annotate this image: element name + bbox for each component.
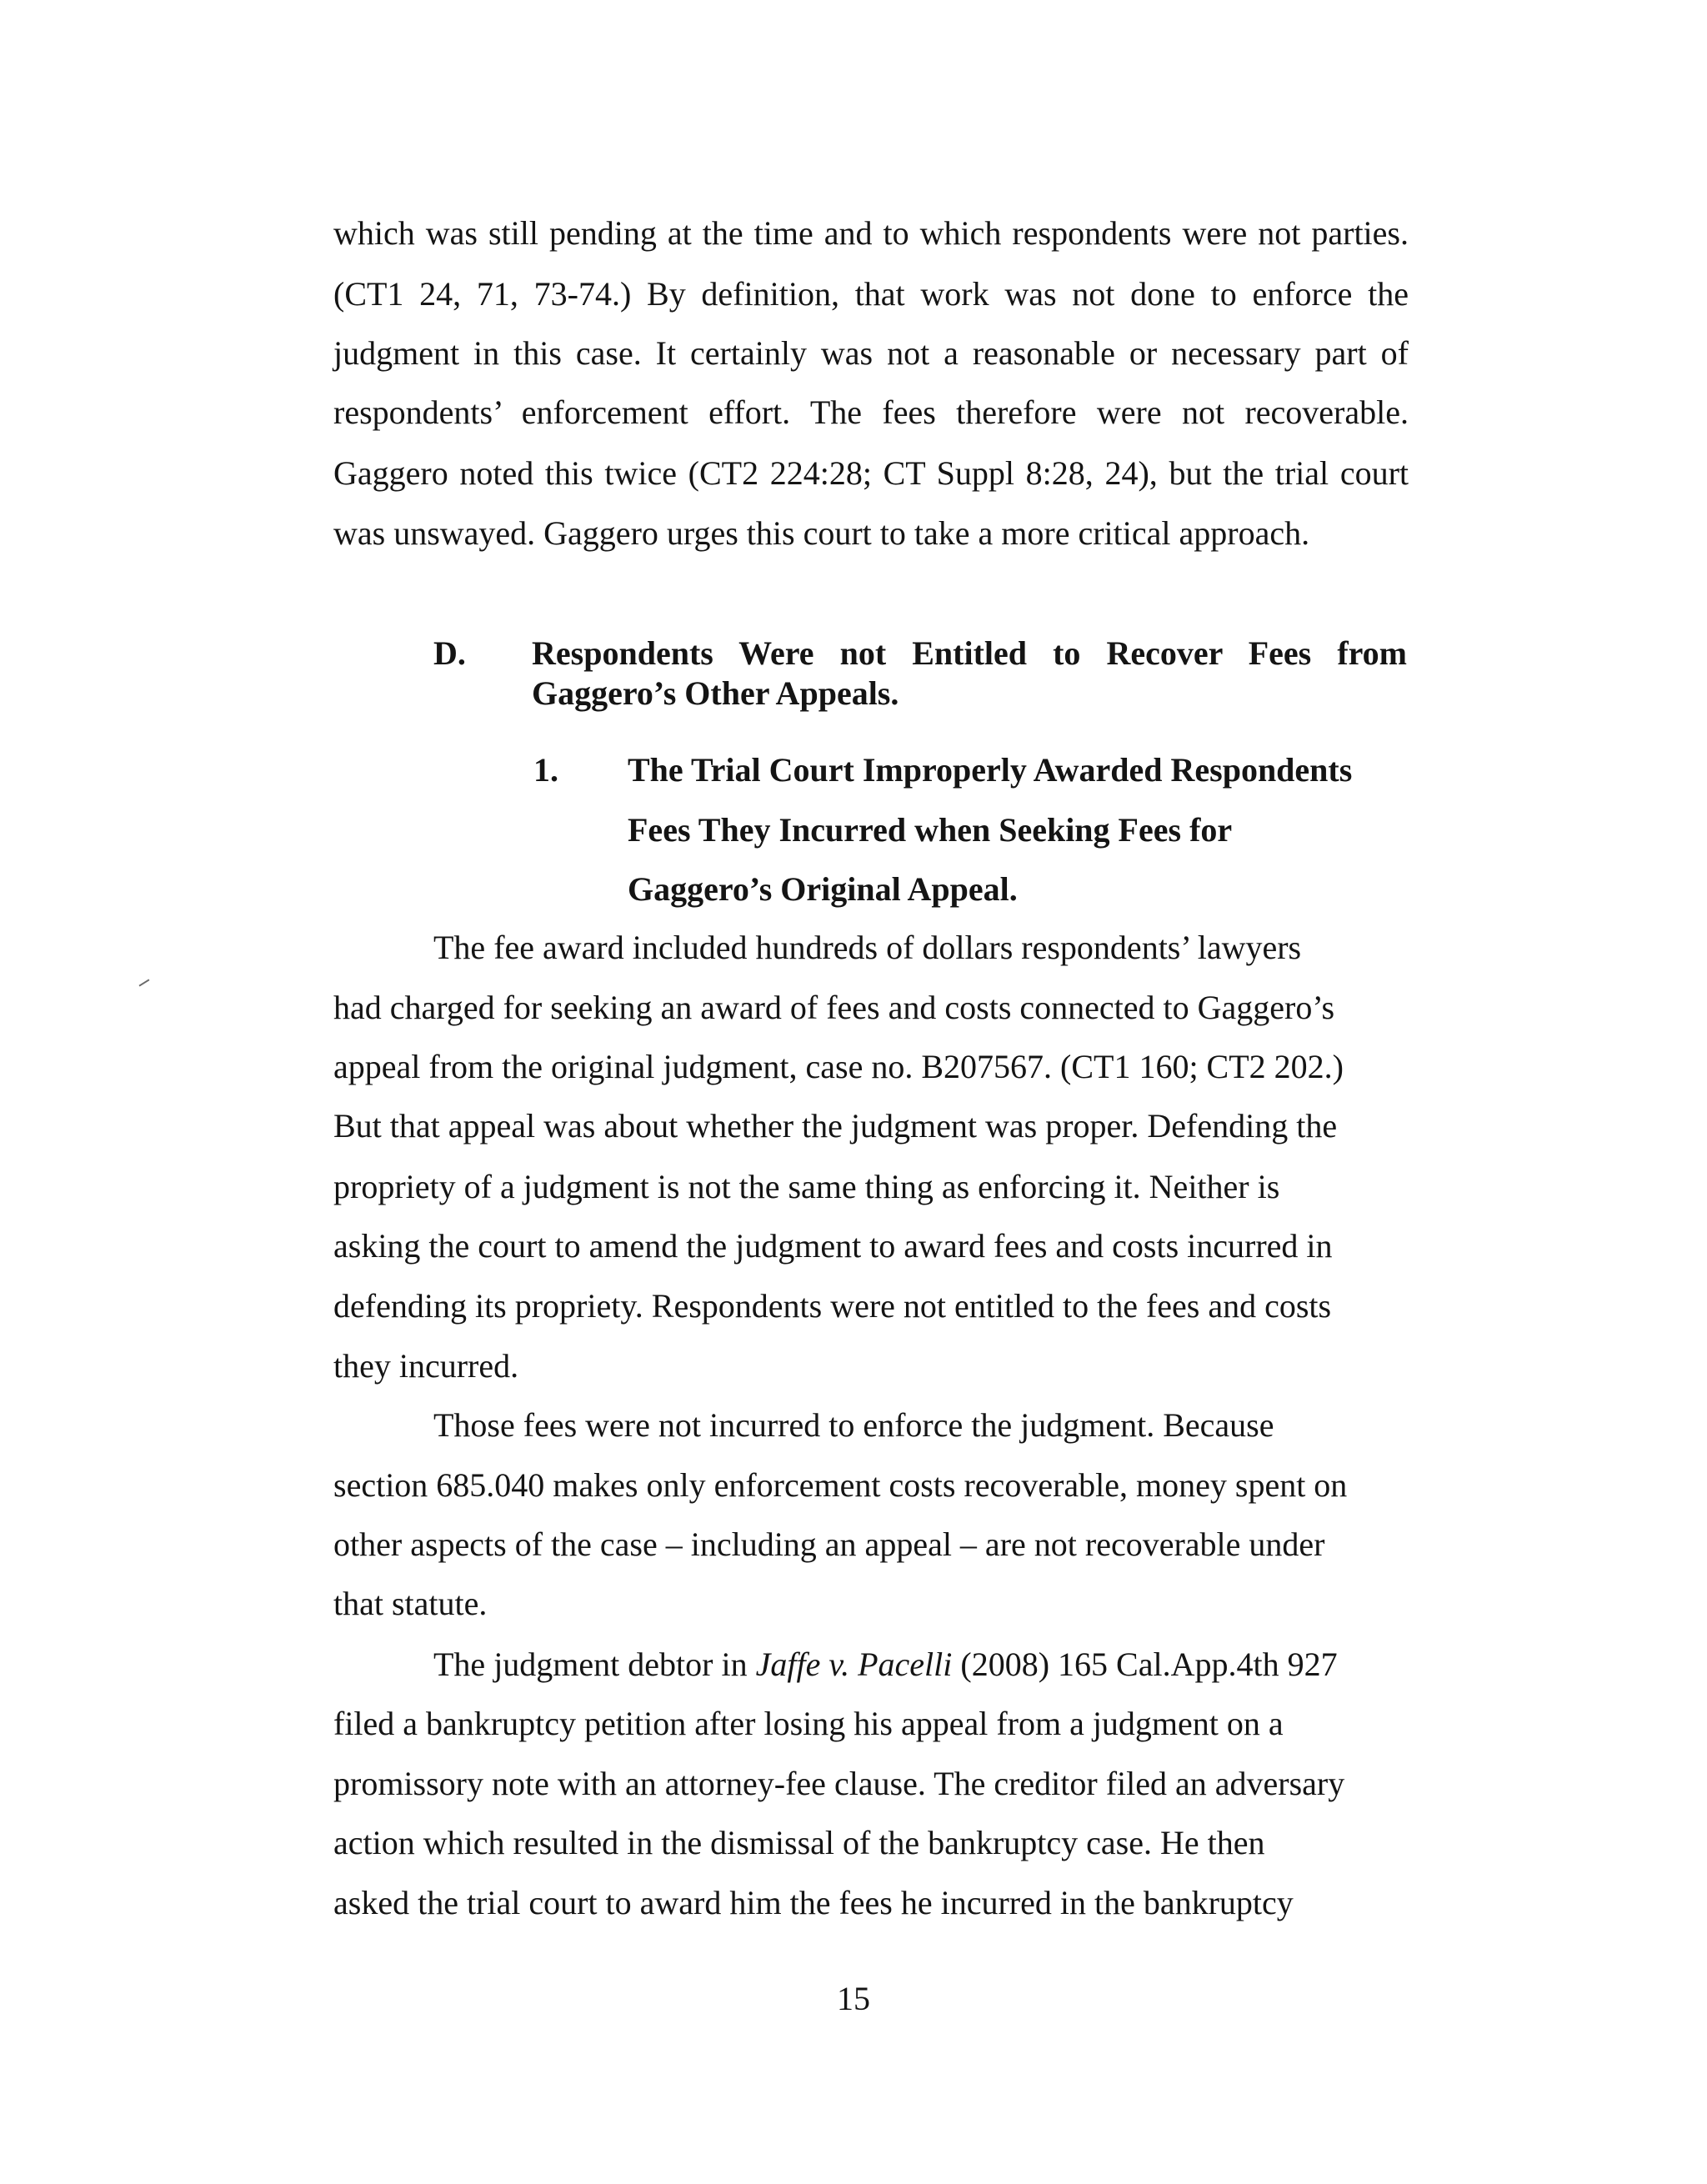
subsection-title-line: Gaggero’s Original Appeal. xyxy=(628,870,1018,908)
text-line: asked the trial court to award him the fees he incurred in the bankruptcy xyxy=(333,1884,1294,1921)
text-line: (CT1 24, 71, 73-74.) By definition, that work was not done to enforce the xyxy=(333,275,1409,313)
text-line: that statute. xyxy=(333,1585,488,1622)
page-number: 15 xyxy=(837,1980,870,2017)
text-line: respondents’ enforcement effort. The fees therefore were not recoverable. xyxy=(333,393,1409,431)
text-line: The fee award included hundreds of dollars respondents’ lawyers xyxy=(433,929,1302,966)
text-line: was unswayed. Gaggero urges this court to take a more critical approach. xyxy=(333,514,1310,552)
text-line: section 685.040 makes only enforcement costs recoverable, money spent on xyxy=(333,1466,1348,1504)
text-line: Those fees were not incurred to enforce the judgment. Because xyxy=(433,1406,1274,1444)
text-line: which was still pending at the time and to which respondents were not parties. xyxy=(333,214,1409,252)
subsection-title-line: Fees They Incurred when Seeking Fees for xyxy=(628,811,1233,849)
text-line: other aspects of the case – including an appeal – are not recoverable under xyxy=(333,1525,1325,1563)
text-line: promissory note with an attorney-fee clause. The creditor filed an adversary xyxy=(333,1765,1345,1802)
section-title-line: Respondents Were not Entitled to Recover Fees from xyxy=(532,634,1407,672)
text-line: judgment in this case. It certainly was not a reasonable or necessary part of xyxy=(333,334,1409,372)
text-line: Gaggero noted this twice (CT2 224:28; CT Suppl 8:28, 24), but the trial court xyxy=(333,454,1409,492)
text-line: they incurred. xyxy=(333,1347,519,1385)
text-line: had charged for seeking an award of fees and costs connected to Gaggero’s xyxy=(333,989,1335,1026)
text-line xyxy=(433,1645,1338,1685)
text-segment: The judgment debtor in xyxy=(433,1646,756,1683)
text-line: appeal from the original judgment, case no. B207567. (CT1 160; CT2 202.) xyxy=(333,1048,1344,1085)
text-segment: (2008) 165 Cal.App.4th 927 xyxy=(952,1646,1338,1683)
section-label: D. xyxy=(433,634,466,672)
subsection-label: 1. xyxy=(533,751,558,789)
text-line: defending its propriety. Respondents were not entitled to the fees and costs xyxy=(333,1287,1332,1325)
scan-mark xyxy=(139,979,150,986)
text-line: action which resulted in the dismissal of the bankruptcy case. He then xyxy=(333,1824,1265,1861)
text-line: filed a bankruptcy petition after losing his appeal from a judgment on a xyxy=(333,1705,1284,1742)
case-name: Jaffe v. Pacelli xyxy=(755,1646,953,1683)
section-title-line: Gaggero’s Other Appeals. xyxy=(532,674,899,712)
text-line: asking the court to amend the judgment to award fees and costs incurred in xyxy=(333,1227,1333,1265)
text-line: But that appeal was about whether the judgment was proper. Defending the xyxy=(333,1107,1338,1145)
text-line: propriety of a judgment is not the same thing as enforcing it. Neither is xyxy=(333,1168,1280,1205)
subsection-title-line: The Trial Court Improperly Awarded Respondents xyxy=(628,751,1353,789)
